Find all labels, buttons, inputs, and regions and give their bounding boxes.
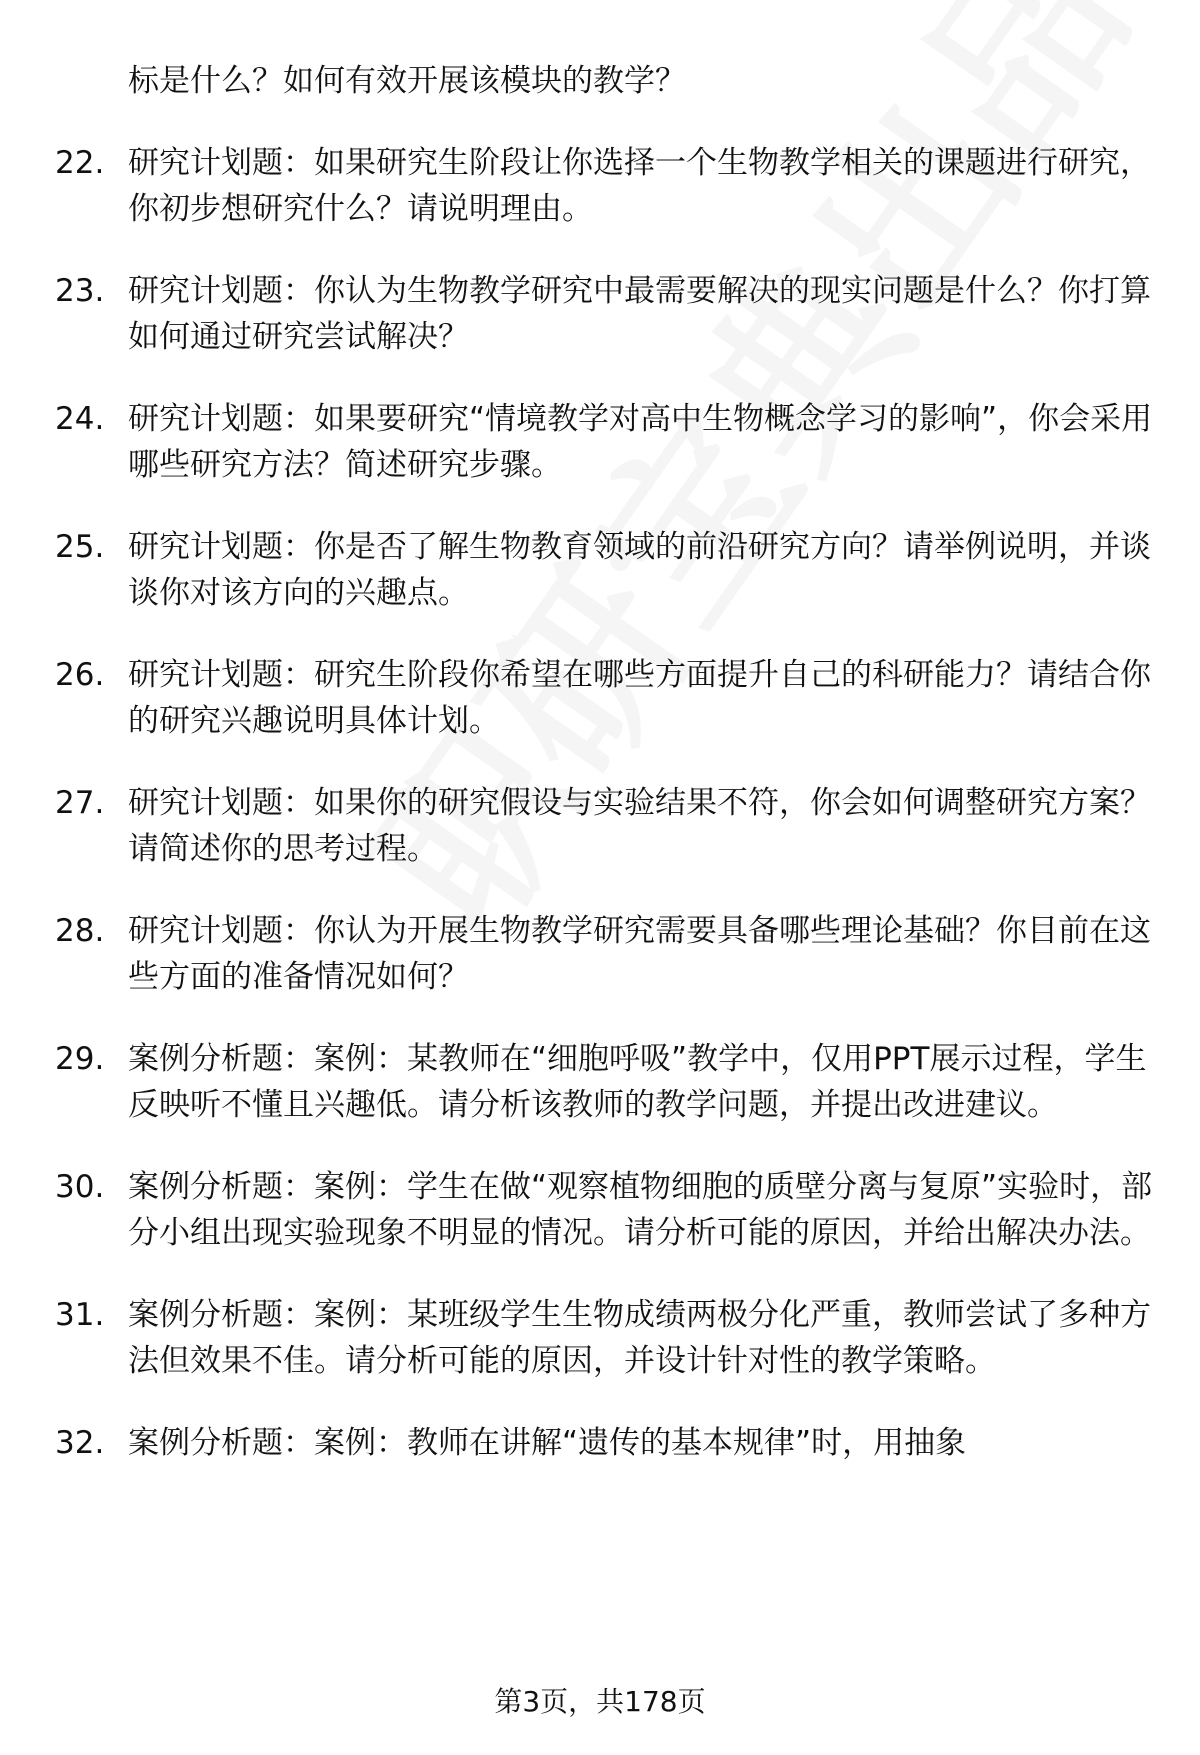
question-text: 研究计划题：研究生阶段你希望在哪些方面提升自己的科研能力？请结合你的研究兴趣说明具体计划。 [128,657,1151,739]
question-number: 28. [55,913,105,949]
question-item [55,524,1155,616]
continuation-text: 标是什么？如何有效开展该模块的教学？ [128,63,686,99]
question-item [55,1036,1155,1128]
question-item [55,1164,1155,1256]
question-text: 案例分析题：案例：教师在讲解“遗传的基本规律”时，用抽象 [128,1425,967,1461]
question-item [55,140,1155,232]
question-number: 22. [55,145,105,181]
question-number: 26. [55,657,105,693]
question-item [55,780,1155,872]
question-number: 30. [55,1169,105,1205]
question-text: 研究计划题：如果要研究“情境教学对高中生物概念学习的影响”，你会采用哪些研究方法？简述研究步骤。 [128,401,1153,483]
question-text: 研究计划题：你是否了解生物教育领域的前沿研究方向？请举例说明，并谈谈你对该方向的兴趣点。 [128,529,1151,611]
question-text: 研究计划题：你认为生物教学研究中最需要解决的现实问题是什么？你打算如何通过研究尝试解决？ [128,273,1151,355]
question-text: 研究计划题：如果研究生阶段让你选择一个生物教学相关的课题进行研究，你初步想研究什么？请说明理由。 [128,145,1151,227]
question-item [55,268,1155,360]
page-footer: 第3页，共178页 [494,1685,706,1718]
question-number: 27. [55,785,105,821]
question-text: 案例分析题：案例：学生在做“观察植物细胞的质壁分离与复原”实验时，部分小组出现实验现象不明显的情况。请分析可能的原因，并给出解决办法。 [128,1169,1153,1251]
question-item [55,1420,1155,1466]
question-list [55,58,1155,1466]
question-number: 29. [55,1041,105,1077]
question-item [55,908,1155,1000]
question-number: 32. [55,1425,105,1461]
question-number: 24. [55,401,105,437]
question-number: 25. [55,529,105,565]
question-number: 31. [55,1297,105,1333]
question-item [55,652,1155,744]
question-text: 研究计划题：你认为开展生物教学研究需要具备哪些理论基础？你目前在这些方面的准备情况如何？ [128,913,1151,995]
question-number: 23. [55,273,105,309]
question-text: 案例分析题：案例：某教师在“细胞呼吸”教学中，仅用PPT展示过程，学生反映听不懂且兴趣低。请分析该教师的教学问题，并提出改进建议。 [128,1041,1147,1123]
question-item [55,1292,1155,1384]
question-text: 案例分析题：案例：某班级学生生物成绩两极分化严重，教师尝试了多种方法但效果不佳。请分析可能的原因，并设计针对性的教学策略。 [128,1297,1151,1379]
question-text: 研究计划题：如果你的研究假设与实验结果不符，你会如何调整研究方案？请简述你的思考过程。 [128,785,1151,867]
question-item [55,396,1155,488]
